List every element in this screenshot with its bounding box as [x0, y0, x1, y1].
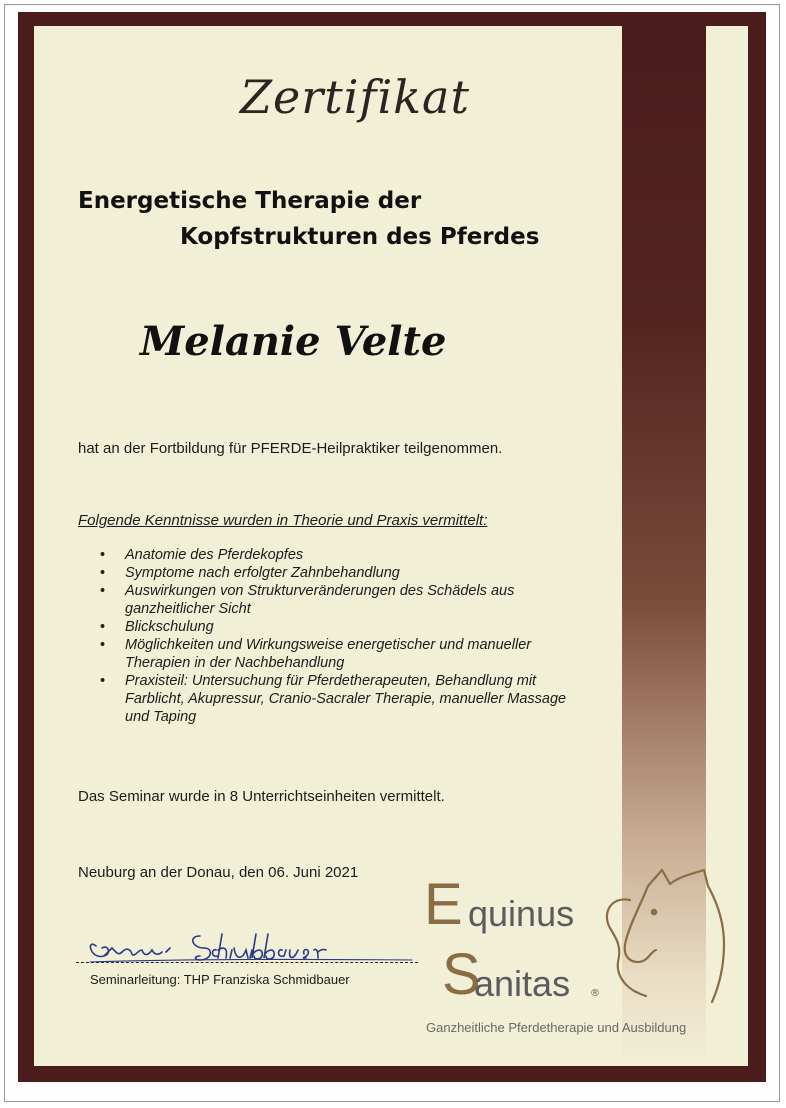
- skill-text: Praxisteil: Untersuchung für Pferdetherapeuten, Behandlung mit Farblicht, Akupressur, Cranio-Sacraler Therapie, manueller Massage und Taping: [125, 673, 567, 725]
- bullet-icon: •: [100, 637, 106, 653]
- logo-word-quinus: quinus: [468, 893, 575, 934]
- logo-initial-e: E: [424, 872, 463, 937]
- signature-line: [76, 962, 418, 963]
- logo-initial-s: S: [442, 942, 481, 1007]
- registered-mark: ®: [590, 988, 600, 999]
- certificate-title: Zertifikat: [240, 70, 470, 124]
- bullet-icon: •: [100, 565, 106, 581]
- skill-text: Anatomie des Pferdekopfes: [125, 547, 304, 563]
- list-item: [100, 582, 580, 618]
- skill-text: Blickschulung: [125, 619, 214, 635]
- skills-heading: Folgende Kenntnisse wurden in Theorie und Praxis vermittelt:: [78, 512, 488, 529]
- place-and-date: Neuburg an der Donau, den 06. Juni 2021: [78, 864, 359, 881]
- list-item: [100, 672, 580, 726]
- seminar-units-statement: Das Seminar wurde in 8 Unterrichtseinheiten vermittelt.: [78, 788, 445, 805]
- skill-text: Symptome nach erfolgter Zahnbehandlung: [125, 565, 400, 581]
- course-title-line-2: Kopfstrukturen des Pferdes: [180, 224, 540, 250]
- course-title-line-1: Energetische Therapie der: [78, 188, 422, 214]
- list-item: [100, 564, 580, 582]
- recipient-name: Melanie Velte: [140, 318, 447, 365]
- bullet-icon: •: [100, 583, 106, 599]
- horse-head-icon: [600, 866, 730, 1016]
- bullet-icon: •: [100, 619, 106, 635]
- logo-word-anitas: anitas: [474, 963, 571, 1004]
- skill-text: Auswirkungen von Strukturveränderungen des Schädels aus ganzheitlicher Sicht: [125, 583, 515, 617]
- logo-tagline: Ganzheitliche Pferdetherapie und Ausbildung: [426, 1020, 687, 1035]
- list-item: [100, 618, 580, 636]
- participation-statement: hat an der Fortbildung für PFERDE-Heilpraktiker teilgenommen.: [78, 440, 503, 457]
- skills-list: [100, 546, 580, 726]
- list-item: [100, 636, 580, 672]
- skill-text: Möglichkeiten und Wirkungsweise energetischer und manueller Therapien in der Nachbehandlung: [125, 637, 532, 671]
- bullet-icon: •: [100, 547, 106, 563]
- list-item: [100, 546, 580, 564]
- seminar-lead: Seminarleitung: THP Franziska Schmidbauer: [90, 972, 350, 987]
- bullet-icon: •: [100, 673, 106, 689]
